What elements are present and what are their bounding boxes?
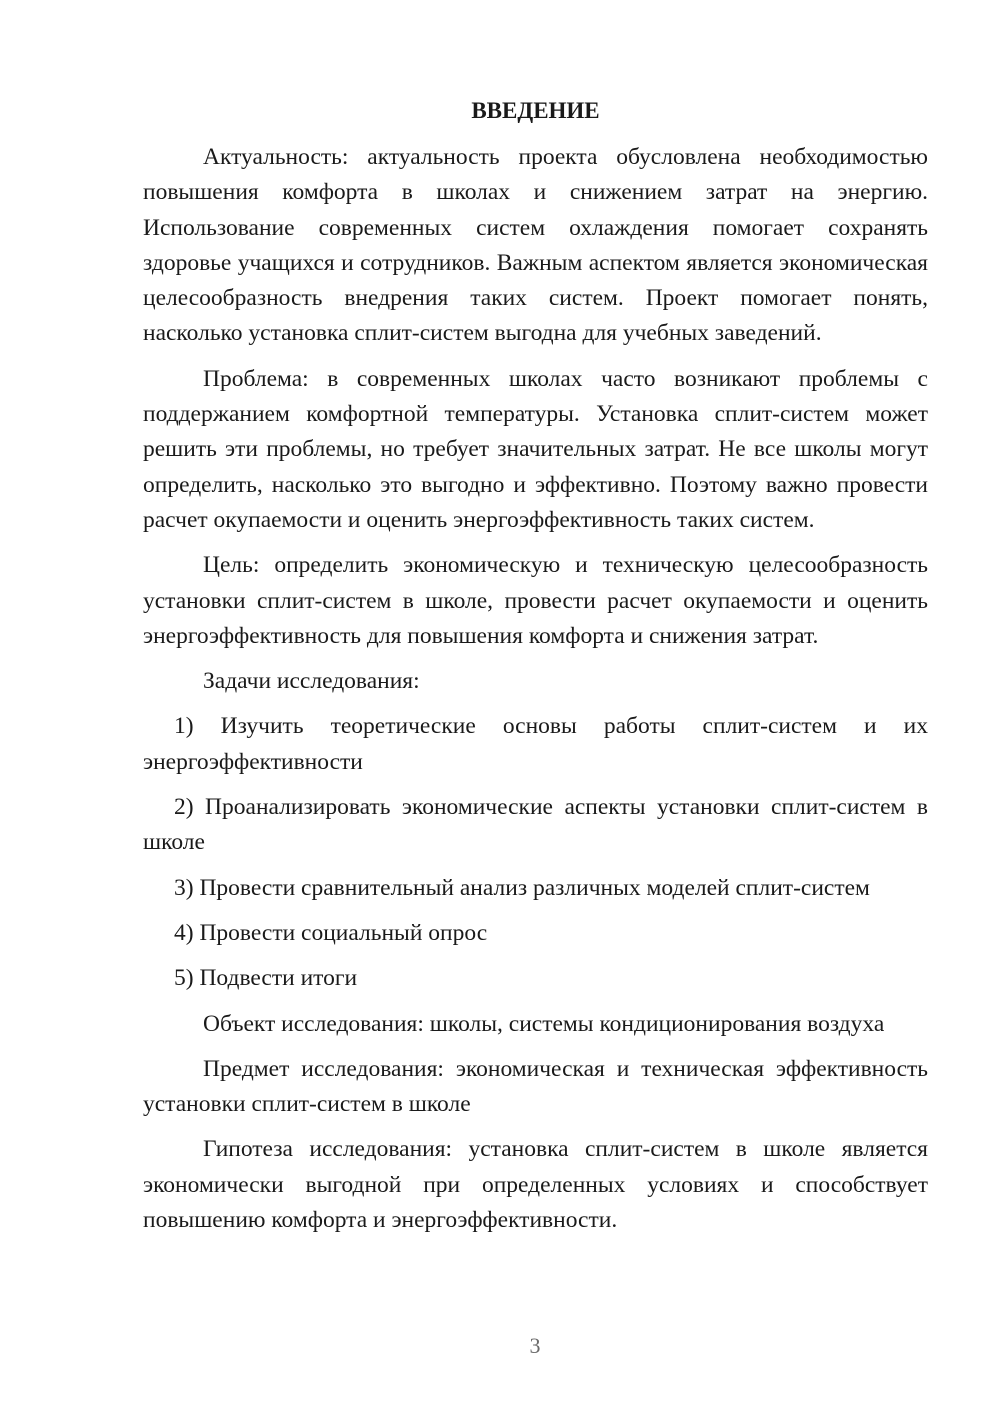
page-title: ВВЕДЕНИЕ xyxy=(471,98,600,123)
document-body xyxy=(143,96,928,1248)
task-item-2: 2) Проанализировать экономические аспекты установки сплит-систем в школе xyxy=(143,794,928,856)
goal-paragraph: Цель: определить экономическую и техническую целесообразность установки сплит-систем в школе, провести расчет окупаемости и оценить энергоэффективность для повышения комфорта и снижения затрат. xyxy=(143,552,928,649)
task-item-5: 5) Подвести итоги xyxy=(174,965,358,992)
page-number: 3 xyxy=(529,1333,541,1358)
task-item-4: 4) Провести социальный опрос xyxy=(174,919,488,946)
research-object: Объект исследования: школы, системы кондиционирования воздуха xyxy=(203,1010,885,1037)
task-item-1: 1) Изучить теоретические основы работы сплит-систем и их энергоэффективности xyxy=(143,713,928,775)
research-subject: Предмет исследования: экономическая и техническая эффективность установки сплит-систем в школе xyxy=(143,1055,928,1118)
tasks-heading: Задачи исследования: xyxy=(203,668,420,695)
research-hypothesis: Гипотеза исследования: установка сплит-систем в школе является экономически выгодной при определенных условиях и способствует повышению комфорта и энергоэффективности. xyxy=(143,1136,928,1234)
task-item-3: 3) Провести сравнительный анализ различных моделей сплит-систем xyxy=(174,874,870,901)
problem-paragraph: Проблема: в современных школах часто возникают проблемы с поддержанием комфортной температуры. Установка сплит-систем может решить эти проблемы, но требует значительных затрат. Не все школы могут определить, насколько это выгодно и эффективно. Поэтому важно провести расчет окупаемости и оценить энергоэффективность таких систем. xyxy=(143,365,928,533)
relevance-paragraph: Актуальность: актуальность проекта обусловлена необходимостью повышения комфорта в школах и снижением затрат на энергию. Использование современных систем охлаждения помогает сохранять здоровье учащихся и сотрудников. Важным аспектом является экономическая целесообразность внедрения таких систем. Проект помогает понять, насколько установка сплит-систем выгодна для учебных заведений. xyxy=(143,144,928,347)
